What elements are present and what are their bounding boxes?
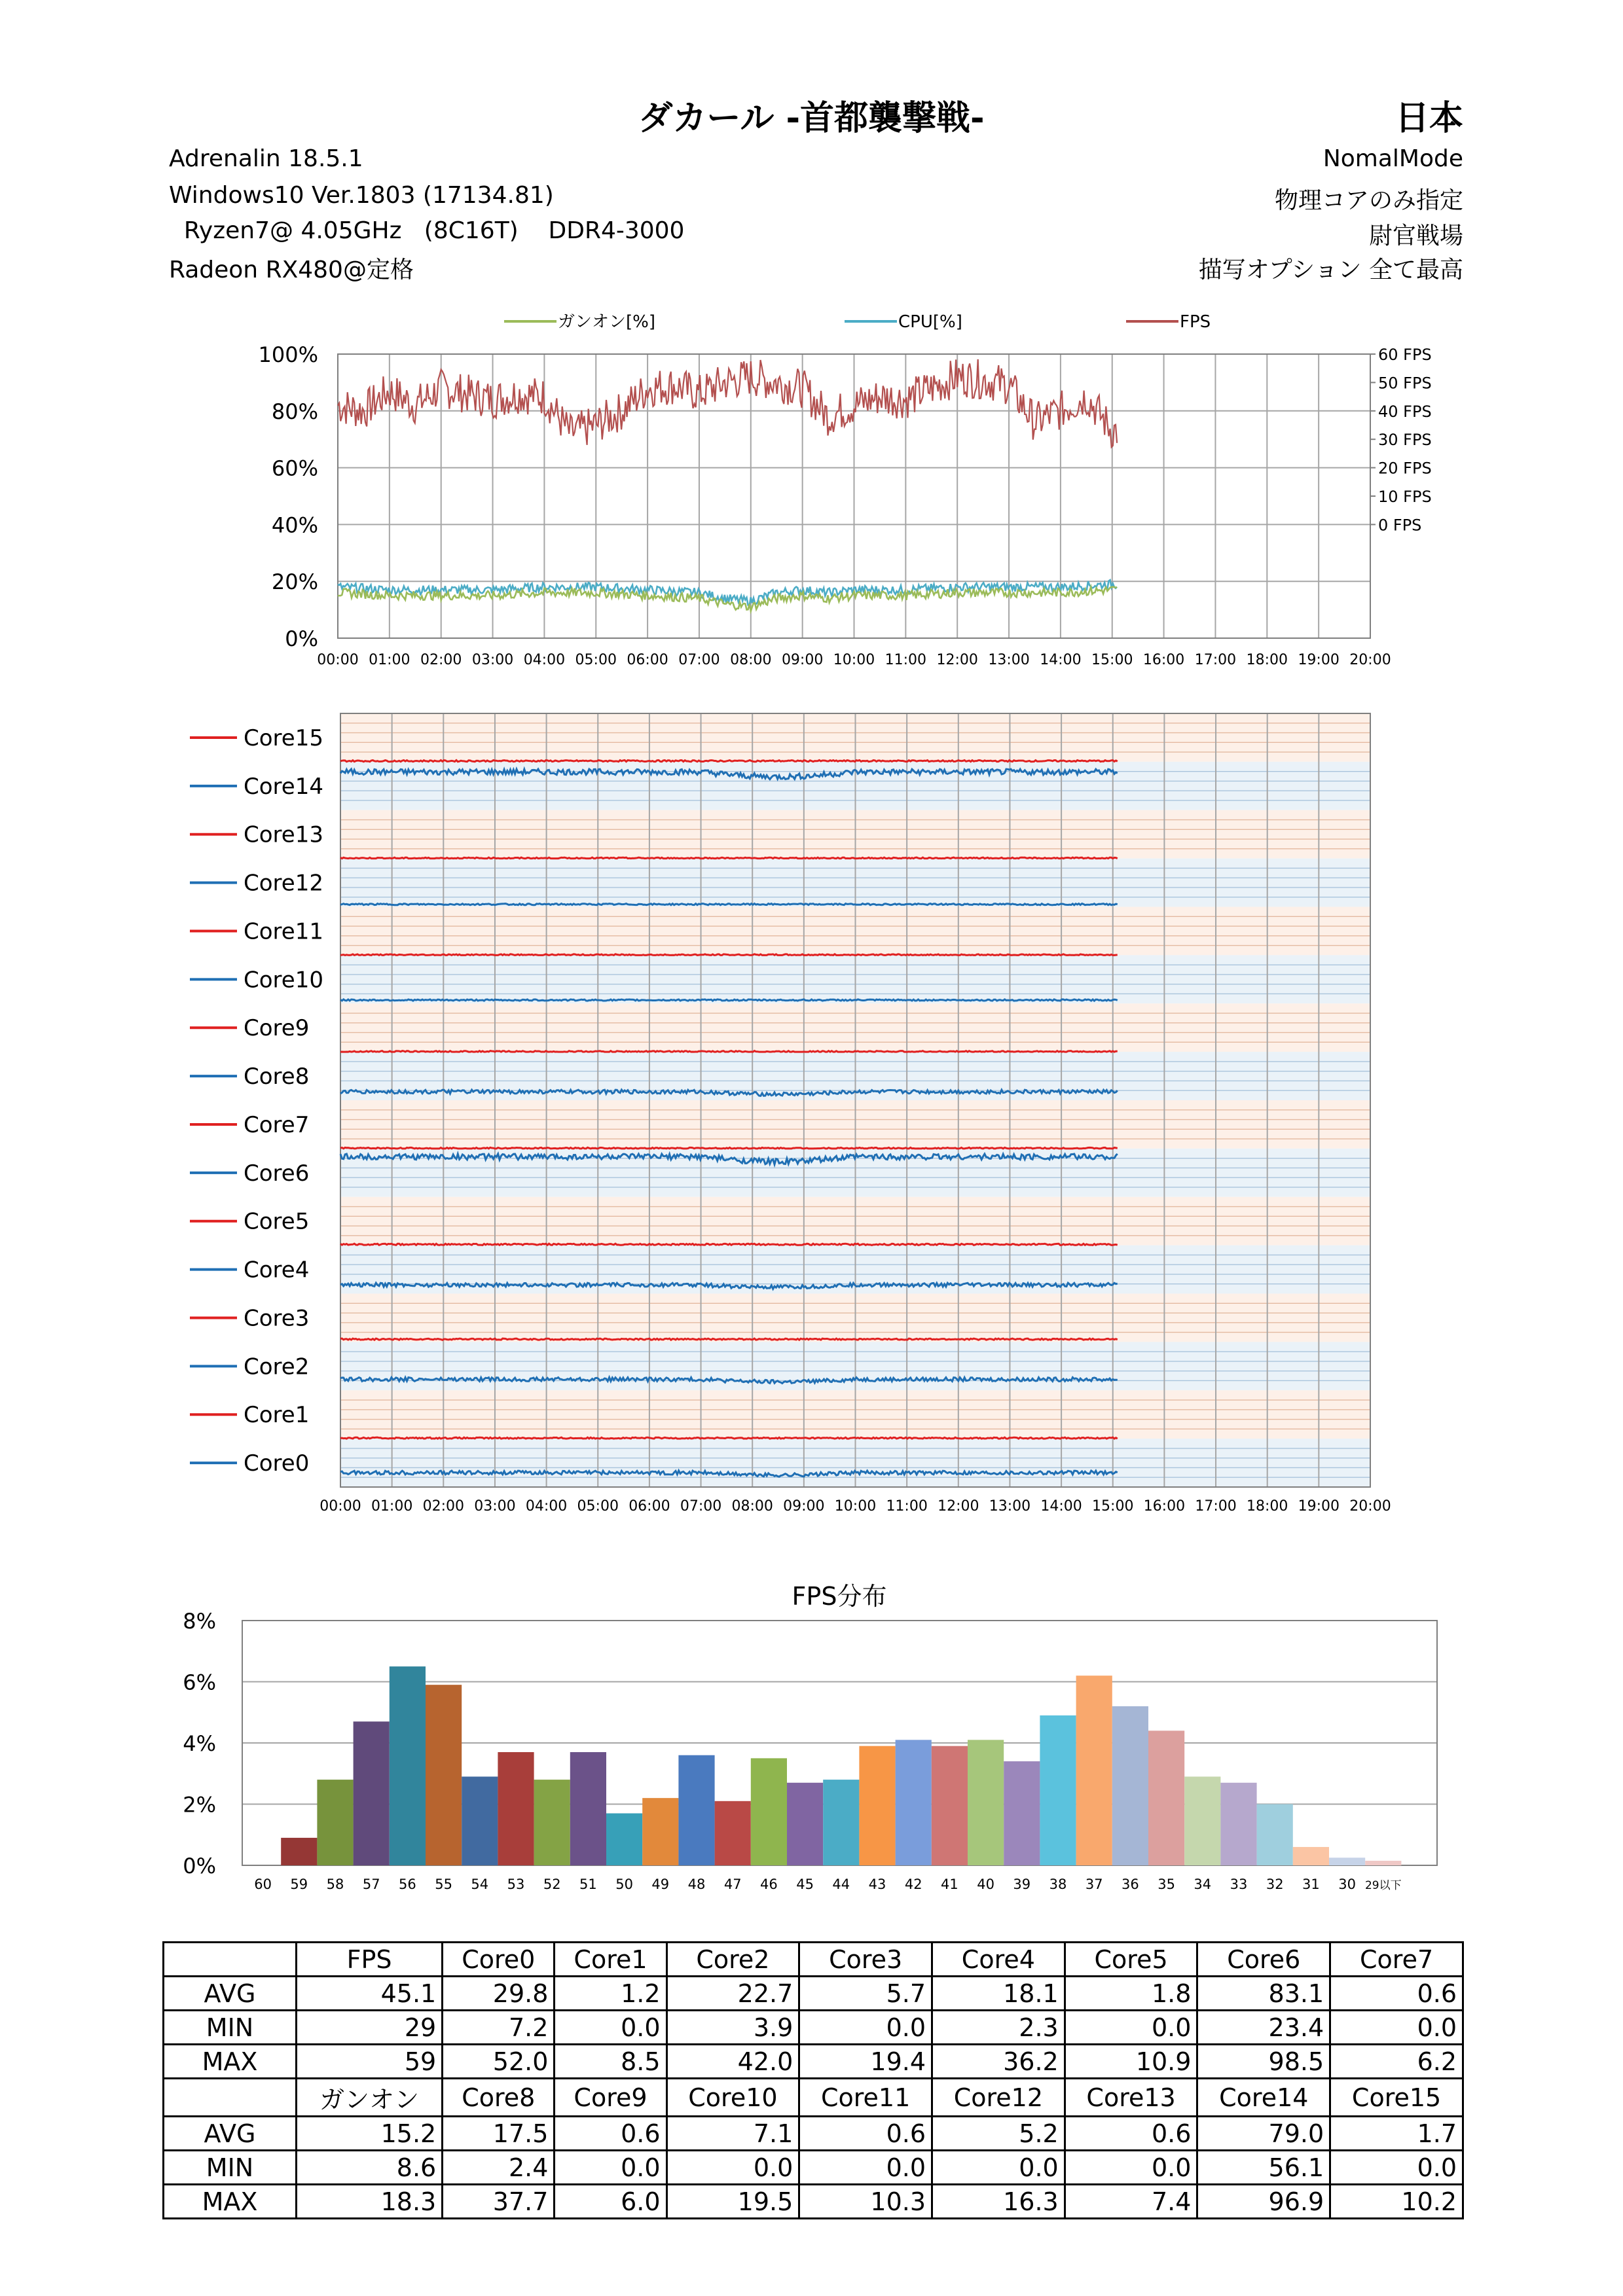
stats-row-label: AVG bbox=[164, 2117, 297, 2151]
x-tick: 43 bbox=[868, 1876, 886, 1892]
stats-value-cell: 0.0 bbox=[1330, 2151, 1463, 2185]
core-line-Core11 bbox=[340, 954, 1118, 956]
stats-value-cell: 5.7 bbox=[799, 1977, 932, 2011]
usage-fps-chart bbox=[0, 298, 1623, 684]
stats-value-cell: 0.0 bbox=[799, 2151, 932, 2185]
bar-49 bbox=[642, 1798, 678, 1865]
y-tick-left: 0% bbox=[285, 626, 318, 651]
x-tick: 05:00 bbox=[575, 652, 617, 668]
x-tick: 09:00 bbox=[781, 652, 824, 668]
x-tick: 31 bbox=[1302, 1876, 1320, 1892]
x-tick: 47 bbox=[723, 1876, 742, 1892]
legend-label-Core15: Core15 bbox=[244, 725, 323, 751]
stats-header-cell: Core8 bbox=[443, 2079, 555, 2117]
stats-value-cell: 0.0 bbox=[799, 2011, 932, 2045]
y-tick-right: 60 FPS bbox=[1378, 346, 1432, 364]
bar-29以下 bbox=[1365, 1861, 1401, 1865]
stats-row bbox=[164, 2045, 1463, 2079]
legend-label-Core10: Core10 bbox=[244, 967, 323, 994]
stats-table bbox=[162, 1941, 1464, 2219]
stats-header-cell: Core0 bbox=[443, 1943, 555, 1977]
x-tick: 17:00 bbox=[1194, 652, 1237, 668]
stats-value-cell: 0.6 bbox=[555, 2117, 666, 2151]
fps-distribution-chart bbox=[0, 1577, 1623, 1905]
legend-label-Core1: Core1 bbox=[244, 1402, 310, 1429]
x-tick: 54 bbox=[471, 1876, 489, 1892]
bar-47 bbox=[715, 1801, 751, 1865]
stats-corner-cell bbox=[164, 2079, 297, 2117]
x-tick: 39 bbox=[1013, 1876, 1031, 1892]
x-tick: 18:00 bbox=[1246, 652, 1288, 668]
stats-value-cell: 19.4 bbox=[799, 2045, 932, 2079]
x-tick: 15:00 bbox=[1092, 1498, 1134, 1515]
stats-header-cell: Core4 bbox=[932, 1943, 1065, 1977]
stats-value-cell: 6.2 bbox=[1330, 2045, 1463, 2079]
stats-value-cell: 5.2 bbox=[932, 2117, 1065, 2151]
stats-value-cell: 56.1 bbox=[1197, 2151, 1330, 2185]
stats-row bbox=[164, 1977, 1463, 2011]
x-tick: 18:00 bbox=[1246, 1498, 1288, 1515]
bar-41 bbox=[932, 1746, 968, 1865]
stats-row bbox=[164, 2151, 1463, 2185]
stats-value-cell: 7.1 bbox=[666, 2117, 799, 2151]
legend-label-2: FPS bbox=[1180, 312, 1211, 332]
stats-corner-cell bbox=[164, 1943, 297, 1977]
x-tick: 02:00 bbox=[422, 1498, 465, 1515]
bar-55 bbox=[426, 1685, 462, 1865]
stats-value-cell: 18.3 bbox=[297, 2185, 443, 2219]
x-tick: 55 bbox=[435, 1876, 452, 1892]
stats-value-cell: 1.2 bbox=[555, 1977, 666, 2011]
stats-row-label: MAX bbox=[164, 2045, 297, 2079]
x-tick: 40 bbox=[977, 1876, 994, 1892]
y-tick-left: 80% bbox=[271, 399, 318, 424]
legend-label-Core5: Core5 bbox=[244, 1208, 310, 1235]
y-tick: 2% bbox=[183, 1792, 216, 1818]
x-tick: 58 bbox=[326, 1876, 344, 1892]
x-tick: 19:00 bbox=[1298, 1498, 1340, 1515]
x-tick: 44 bbox=[832, 1876, 850, 1892]
bar-36 bbox=[1112, 1706, 1148, 1865]
x-tick: 10:00 bbox=[833, 652, 875, 668]
y-tick: 6% bbox=[183, 1670, 216, 1695]
stats-header-cell: Core13 bbox=[1065, 2079, 1197, 2117]
stats-value-cell: 16.3 bbox=[932, 2185, 1065, 2219]
x-tick: 57 bbox=[362, 1876, 380, 1892]
x-tick: 08:00 bbox=[730, 652, 772, 668]
y-tick-left: 60% bbox=[271, 456, 318, 481]
stats-header-cell: ガンオン bbox=[297, 2079, 443, 2117]
battlefield-label: 尉官戦場 bbox=[1368, 223, 1463, 249]
stats-row-label: AVG bbox=[164, 1977, 297, 2011]
x-tick: 10:00 bbox=[834, 1498, 877, 1515]
y-tick: 0% bbox=[183, 1854, 216, 1878]
x-tick: 32 bbox=[1266, 1876, 1284, 1892]
legend-label-Core7: Core7 bbox=[244, 1111, 310, 1138]
x-tick: 56 bbox=[399, 1876, 416, 1892]
legend-label-Core6: Core6 bbox=[244, 1160, 310, 1187]
stats-header-cell: Core2 bbox=[666, 1943, 799, 1977]
bar-42 bbox=[896, 1740, 932, 1865]
x-tick: 45 bbox=[796, 1876, 814, 1892]
bar-51 bbox=[570, 1752, 606, 1865]
stats-value-cell: 29.8 bbox=[443, 1977, 555, 2011]
series-line-FPS bbox=[338, 359, 1117, 447]
x-tick: 02:00 bbox=[420, 652, 462, 668]
bar-59 bbox=[281, 1838, 317, 1865]
stats-value-cell: 0.0 bbox=[555, 2151, 666, 2185]
stats-value-cell: 36.2 bbox=[932, 2045, 1065, 2079]
legend-label-0: ガンオン[%] bbox=[558, 312, 655, 332]
driver-version: Adrenalin 18.5.1 bbox=[169, 145, 363, 172]
legend-label-Core12: Core12 bbox=[244, 870, 323, 897]
legend-label-Core3: Core3 bbox=[244, 1305, 310, 1332]
y-tick-right: 0 FPS bbox=[1378, 516, 1422, 535]
stats-header-cell: Core14 bbox=[1197, 2079, 1330, 2117]
stats-value-cell: 19.5 bbox=[666, 2185, 799, 2219]
stats-header-cell: Core7 bbox=[1330, 1943, 1463, 1977]
x-tick: 52 bbox=[543, 1876, 561, 1892]
y-tick-right: 20 FPS bbox=[1378, 459, 1432, 478]
y-tick-left: 40% bbox=[271, 512, 318, 538]
core-line-Core7 bbox=[340, 1147, 1118, 1149]
x-tick: 08:00 bbox=[731, 1498, 773, 1515]
bar-56 bbox=[390, 1666, 426, 1865]
x-tick: 14:00 bbox=[1040, 1498, 1082, 1515]
x-tick: 34 bbox=[1194, 1876, 1212, 1892]
y-tick-right: 50 FPS bbox=[1378, 374, 1432, 393]
bar-32 bbox=[1257, 1804, 1293, 1866]
x-tick: 59 bbox=[290, 1876, 308, 1892]
stats-row-label: MAX bbox=[164, 2185, 297, 2219]
stats-row-label: MIN bbox=[164, 2011, 297, 2045]
stats-value-cell: 8.5 bbox=[555, 2045, 666, 2079]
y-tick: 8% bbox=[183, 1609, 216, 1634]
bar-31 bbox=[1293, 1847, 1329, 1865]
x-tick: 60 bbox=[254, 1876, 272, 1892]
y-tick-right: 40 FPS bbox=[1378, 402, 1432, 421]
bar-34 bbox=[1184, 1776, 1220, 1865]
legend-label-Core0: Core0 bbox=[244, 1450, 310, 1477]
x-tick: 04:00 bbox=[523, 652, 566, 668]
x-tick: 19:00 bbox=[1298, 652, 1340, 668]
y-tick-right: 10 FPS bbox=[1378, 488, 1432, 506]
stats-row-label: MIN bbox=[164, 2151, 297, 2185]
x-tick: 05:00 bbox=[577, 1498, 619, 1515]
country-label: 日本 bbox=[1395, 99, 1463, 138]
x-tick: 03:00 bbox=[471, 652, 514, 668]
stats-value-cell: 18.1 bbox=[932, 1977, 1065, 2011]
stats-header-row bbox=[164, 2079, 1463, 2117]
stats-value-cell: 2.4 bbox=[443, 2151, 555, 2185]
stats-value-cell: 0.6 bbox=[799, 2117, 932, 2151]
x-tick: 14:00 bbox=[1040, 652, 1082, 668]
bar-39 bbox=[1004, 1761, 1040, 1865]
stats-value-cell: 0.0 bbox=[1330, 2011, 1463, 2045]
stats-value-cell: 1.7 bbox=[1330, 2117, 1463, 2151]
stats-value-cell: 22.7 bbox=[666, 1977, 799, 2011]
stats-value-cell: 0.6 bbox=[1330, 1977, 1463, 2011]
stats-value-cell: 59 bbox=[297, 2045, 443, 2079]
stats-header-cell: Core15 bbox=[1330, 2079, 1463, 2117]
stats-value-cell: 42.0 bbox=[666, 2045, 799, 2079]
bar-30 bbox=[1329, 1857, 1365, 1865]
bar-40 bbox=[968, 1740, 1004, 1865]
x-tick: 35 bbox=[1158, 1876, 1175, 1892]
x-tick: 00:00 bbox=[317, 652, 359, 668]
core-line-Core9 bbox=[340, 1051, 1118, 1052]
x-tick: 20:00 bbox=[1349, 652, 1391, 668]
stats-value-cell: 10.9 bbox=[1065, 2045, 1197, 2079]
x-tick: 12:00 bbox=[936, 652, 978, 668]
bar-37 bbox=[1076, 1676, 1112, 1865]
bar-46 bbox=[751, 1758, 787, 1865]
cpu-spec: Ryzen7@ 4.05GHz (8C16T) DDR4-3000 bbox=[169, 217, 685, 244]
stats-value-cell: 96.9 bbox=[1197, 2185, 1330, 2219]
x-tick: 17:00 bbox=[1195, 1498, 1237, 1515]
bar-43 bbox=[859, 1746, 895, 1865]
stats-value-cell: 3.9 bbox=[666, 2011, 799, 2045]
stats-value-cell: 0.0 bbox=[1065, 2011, 1197, 2045]
stats-value-cell: 2.3 bbox=[932, 2011, 1065, 2045]
stats-value-cell: 83.1 bbox=[1197, 1977, 1330, 2011]
stats-header-cell: Core5 bbox=[1065, 1943, 1197, 1977]
core-line-Core15 bbox=[340, 761, 1118, 762]
x-tick: 07:00 bbox=[680, 1498, 722, 1515]
graphics-option-label: 描写オプション 全て最高 bbox=[1198, 257, 1463, 283]
bar-45 bbox=[787, 1783, 823, 1865]
x-tick: 01:00 bbox=[369, 652, 410, 668]
x-tick: 06:00 bbox=[629, 1498, 670, 1515]
x-tick: 11:00 bbox=[884, 652, 927, 668]
bar-54 bbox=[462, 1776, 498, 1865]
core-usage-chart bbox=[0, 707, 1623, 1545]
stats-value-cell: 1.8 bbox=[1065, 1977, 1197, 2011]
os-version: Windows10 Ver.1803 (17134.81) bbox=[169, 182, 554, 209]
x-tick: 16:00 bbox=[1142, 652, 1185, 668]
x-tick: 46 bbox=[760, 1876, 778, 1892]
y-tick-left: 20% bbox=[271, 569, 318, 595]
gpu-spec: Radeon RX480@定格 bbox=[169, 257, 414, 283]
stats-value-cell: 45.1 bbox=[297, 1977, 443, 2011]
x-tick: 29以下 bbox=[1364, 1879, 1402, 1892]
stats-value-cell: 0.0 bbox=[666, 2151, 799, 2185]
page-title: ダカール -首都襲撃戦- bbox=[638, 99, 985, 138]
legend-label-Core8: Core8 bbox=[244, 1064, 310, 1090]
stats-value-cell: 6.0 bbox=[555, 2185, 666, 2219]
stats-header-cell: Core3 bbox=[799, 1943, 932, 1977]
stats-value-cell: 7.2 bbox=[443, 2011, 555, 2045]
legend-label-Core4: Core4 bbox=[244, 1257, 310, 1283]
chart-title: FPS分布 bbox=[792, 1582, 887, 1611]
legend-label-1: CPU[%] bbox=[898, 312, 962, 332]
bar-44 bbox=[823, 1780, 859, 1865]
x-tick: 49 bbox=[651, 1876, 670, 1892]
x-tick: 51 bbox=[579, 1876, 597, 1892]
stats-value-cell: 0.6 bbox=[1065, 2117, 1197, 2151]
stats-value-cell: 52.0 bbox=[443, 2045, 555, 2079]
stats-value-cell: 8.6 bbox=[297, 2151, 443, 2185]
y-tick-right: 30 FPS bbox=[1378, 431, 1432, 450]
stats-value-cell: 15.2 bbox=[297, 2117, 443, 2151]
legend-label-Core13: Core13 bbox=[244, 821, 323, 848]
x-tick: 06:00 bbox=[627, 652, 668, 668]
x-tick: 04:00 bbox=[525, 1498, 568, 1515]
stats-value-cell: 23.4 bbox=[1197, 2011, 1330, 2045]
stats-header-cell: Core11 bbox=[799, 2079, 932, 2117]
legend-label-Core9: Core9 bbox=[244, 1015, 310, 1042]
x-tick: 13:00 bbox=[989, 1498, 1031, 1515]
x-tick: 50 bbox=[615, 1876, 633, 1892]
bar-53 bbox=[498, 1752, 534, 1865]
x-tick: 36 bbox=[1122, 1876, 1139, 1892]
core-line-Core3 bbox=[340, 1338, 1118, 1340]
stats-header-cell: Core6 bbox=[1197, 1943, 1330, 1977]
core-line-Core13 bbox=[340, 857, 1118, 859]
legend-label-Core2: Core2 bbox=[244, 1354, 310, 1380]
x-tick: 00:00 bbox=[319, 1498, 361, 1515]
x-tick: 09:00 bbox=[783, 1498, 825, 1515]
stats-header-cell: Core9 bbox=[555, 2079, 666, 2117]
stats-value-cell: 17.5 bbox=[443, 2117, 555, 2151]
bar-33 bbox=[1220, 1783, 1256, 1865]
x-tick: 15:00 bbox=[1091, 652, 1133, 668]
stats-header-cell: FPS bbox=[297, 1943, 443, 1977]
x-tick: 48 bbox=[687, 1876, 706, 1892]
x-tick: 38 bbox=[1049, 1876, 1067, 1892]
stats-value-cell: 10.2 bbox=[1330, 2185, 1463, 2219]
x-tick: 03:00 bbox=[474, 1498, 516, 1515]
x-tick: 41 bbox=[941, 1876, 958, 1892]
core-line-Core5 bbox=[340, 1244, 1118, 1245]
x-tick: 16:00 bbox=[1143, 1498, 1186, 1515]
bar-35 bbox=[1148, 1731, 1184, 1865]
stats-value-cell: 7.4 bbox=[1065, 2185, 1197, 2219]
stats-value-cell: 0.0 bbox=[932, 2151, 1065, 2185]
x-tick: 20:00 bbox=[1349, 1498, 1391, 1515]
stats-value-cell: 79.0 bbox=[1197, 2117, 1330, 2151]
x-tick: 13:00 bbox=[988, 652, 1030, 668]
x-tick: 07:00 bbox=[678, 652, 720, 668]
stats-value-cell: 37.7 bbox=[443, 2185, 555, 2219]
stats-value-cell: 0.0 bbox=[555, 2011, 666, 2045]
core-setting-label: 物理コアのみ指定 bbox=[1274, 187, 1463, 214]
stats-header-row bbox=[164, 1943, 1463, 1977]
x-tick: 11:00 bbox=[886, 1498, 928, 1515]
bar-48 bbox=[678, 1755, 714, 1865]
legend-label-Core11: Core11 bbox=[244, 918, 323, 945]
x-tick: 37 bbox=[1085, 1876, 1103, 1892]
stats-row bbox=[164, 2185, 1463, 2219]
x-tick: 33 bbox=[1230, 1876, 1248, 1892]
core-line-Core1 bbox=[340, 1437, 1118, 1439]
stats-header-cell: Core10 bbox=[666, 2079, 799, 2117]
bar-38 bbox=[1040, 1715, 1076, 1865]
x-tick: 01:00 bbox=[371, 1498, 413, 1515]
y-tick: 4% bbox=[183, 1731, 216, 1756]
bar-52 bbox=[534, 1780, 570, 1865]
stats-row bbox=[164, 2117, 1463, 2151]
y-tick-left: 100% bbox=[258, 342, 318, 367]
stats-value-cell: 29 bbox=[297, 2011, 443, 2045]
bar-57 bbox=[354, 1721, 390, 1865]
stats-row bbox=[164, 2011, 1463, 2045]
stats-header-cell: Core1 bbox=[555, 1943, 666, 1977]
legend-label-Core14: Core14 bbox=[244, 773, 323, 800]
x-tick: 42 bbox=[904, 1876, 922, 1892]
bar-58 bbox=[317, 1780, 353, 1865]
stats-value-cell: 98.5 bbox=[1197, 2045, 1330, 2079]
bar-50 bbox=[606, 1814, 642, 1865]
stats-header-cell: Core12 bbox=[932, 2079, 1065, 2117]
mode-label: NomalMode bbox=[1322, 145, 1463, 172]
stats-value-cell: 10.3 bbox=[799, 2185, 932, 2219]
x-tick: 53 bbox=[507, 1876, 525, 1892]
x-tick: 30 bbox=[1338, 1876, 1356, 1892]
stats-value-cell: 0.0 bbox=[1065, 2151, 1197, 2185]
x-tick: 12:00 bbox=[938, 1498, 979, 1515]
